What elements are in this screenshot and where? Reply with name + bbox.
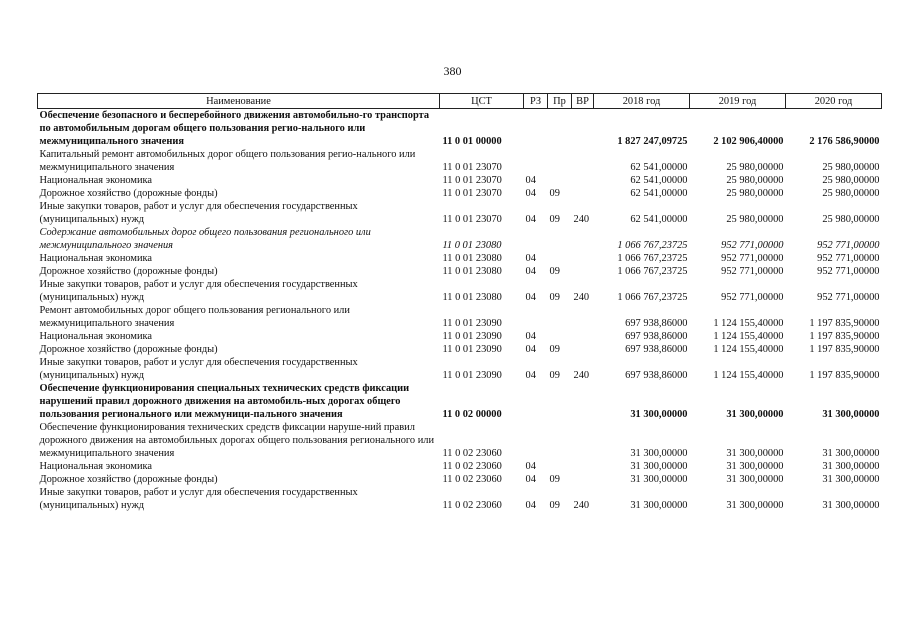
- row-rz-cell: 04: [525, 370, 536, 381]
- row-vr-cell: [572, 330, 594, 343]
- row-name-cell: Национальная экономика: [39, 331, 153, 342]
- row-2019-cell: 952 771,00000: [721, 240, 784, 251]
- row-vr-cell: [572, 174, 594, 187]
- row-pr-cell: 09: [549, 266, 560, 277]
- row-rz-cell: 04: [525, 253, 536, 264]
- row-vr-cell: 240: [573, 214, 590, 225]
- row-rz-cell: 04: [525, 214, 536, 225]
- row-vr-cell: [572, 343, 594, 356]
- table-row: [38, 382, 882, 421]
- table-row: [38, 187, 882, 200]
- row-vr-cell: [572, 187, 594, 200]
- row-vr-cell: [572, 252, 594, 265]
- row-vr-cell: [572, 226, 594, 252]
- row-name-cell: Дорожное хозяйство (дорожные фонды): [39, 344, 218, 355]
- row-2019-cell: 1 124 155,40000: [713, 318, 784, 329]
- row-name-cell: Ремонт автомобильных дорог общего пользования регионального или межмуниципального значения: [39, 305, 350, 329]
- row-2019-cell: 25 980,00000: [726, 162, 784, 173]
- row-vr-cell: [572, 460, 594, 473]
- row-csr-cell: 11 0 02 00000: [442, 409, 502, 420]
- row-2018-cell: 697 938,86000: [625, 331, 688, 342]
- row-csr-cell: 11 0 01 23090: [442, 370, 502, 381]
- row-2018-cell: 31 300,00000: [630, 474, 688, 485]
- row-rz-cell: 04: [525, 266, 536, 277]
- row-rz-cell: [524, 148, 548, 174]
- row-rz-cell: [524, 382, 548, 421]
- row-2018-cell: 62 541,00000: [630, 175, 688, 186]
- table-row: [38, 460, 882, 473]
- row-2019-cell: 31 300,00000: [726, 474, 784, 485]
- header-csr: ЦСТ: [440, 94, 524, 109]
- page-number: 380: [443, 64, 462, 78]
- table-row: [38, 265, 882, 278]
- row-name-cell: Иные закупки товаров, работ и услуг для обеспечения государственных (муниципальных) нужд: [39, 357, 358, 381]
- row-2020-cell: 25 980,00000: [822, 162, 880, 173]
- row-csr-cell: 11 0 01 00000: [442, 136, 502, 147]
- row-2018-cell: 1 066 767,23725: [617, 266, 688, 277]
- row-2018-cell: 697 938,86000: [625, 344, 688, 355]
- row-2020-cell: 25 980,00000: [822, 175, 880, 186]
- table-row: [38, 473, 882, 486]
- row-pr-cell: [548, 460, 572, 473]
- row-csr-cell: 11 0 01 23090: [442, 344, 502, 355]
- row-pr-cell: [548, 421, 572, 460]
- row-rz-cell: 04: [525, 461, 536, 472]
- row-pr-cell: [548, 148, 572, 174]
- row-2018-cell: 31 300,00000: [630, 448, 688, 459]
- row-2019-cell: 31 300,00000: [726, 409, 784, 420]
- row-name-cell: Национальная экономика: [39, 461, 153, 472]
- row-2019-cell: 2 102 906,40000: [713, 136, 784, 147]
- row-name-cell: Иные закупки товаров, работ и услуг для обеспечения государственных (муниципальных) нужд: [39, 279, 358, 303]
- header-2020: 2020 год: [786, 94, 882, 109]
- table-row: [38, 421, 882, 460]
- row-pr-cell: 09: [549, 188, 560, 199]
- row-vr-cell: [572, 421, 594, 460]
- row-csr-cell: 11 0 01 23070: [442, 188, 502, 199]
- header-rz: РЗ: [524, 94, 548, 109]
- header-row: [38, 94, 882, 109]
- row-csr-cell: 11 0 01 23080: [442, 292, 502, 303]
- row-2018-cell: 62 541,00000: [630, 214, 688, 225]
- row-pr-cell: 09: [549, 474, 560, 485]
- header-pr: Пр: [548, 94, 572, 109]
- row-csr-cell: 11 0 02 23060: [442, 461, 502, 472]
- table-row: [38, 226, 882, 252]
- row-csr-cell: 11 0 02 23060: [442, 474, 502, 485]
- row-name-cell: Национальная экономика: [39, 253, 153, 264]
- row-2020-cell: 952 771,00000: [817, 240, 880, 251]
- row-name-cell: Национальная экономика: [39, 175, 153, 186]
- row-2018-cell: 1 066 767,23725: [617, 253, 688, 264]
- row-csr-cell: 11 0 01 23080: [442, 240, 502, 251]
- table-row: [38, 356, 882, 382]
- table-row: [38, 200, 882, 226]
- row-csr-cell: 11 0 01 23070: [442, 214, 502, 225]
- row-2018-cell: 1 066 767,23725: [617, 292, 688, 303]
- row-2020-cell: 952 771,00000: [817, 292, 880, 303]
- row-pr-cell: [548, 174, 572, 187]
- row-2019-cell: 25 980,00000: [726, 175, 784, 186]
- header-vr: ВР: [572, 94, 594, 109]
- row-name-cell: Обеспечение функционирования специальных технических средств фиксации нарушений правил дорожного движения на автомобиль-ных дорогах общего пользования регионального или межмуници-пального значения: [39, 383, 410, 420]
- row-2018-cell: 31 300,00000: [630, 409, 688, 420]
- row-vr-cell: [572, 304, 594, 330]
- header-name: Наименование: [38, 94, 440, 109]
- table-row: [38, 109, 882, 149]
- row-pr-cell: [548, 109, 572, 149]
- table-row: [38, 486, 882, 512]
- row-rz-cell: [524, 421, 548, 460]
- row-csr-cell: 11 0 01 23070: [442, 162, 502, 173]
- row-pr-cell: 09: [549, 370, 560, 381]
- row-name-cell: Содержание автомобильных дорог общего пользования регионального или межмуниципального значения: [39, 227, 371, 251]
- row-rz-cell: 04: [525, 500, 536, 511]
- row-2020-cell: 25 980,00000: [822, 214, 880, 225]
- row-2018-cell: 1 827 247,09725: [617, 136, 688, 147]
- row-csr-cell: 11 0 02 23060: [442, 500, 502, 511]
- row-rz-cell: 04: [525, 344, 536, 355]
- row-rz-cell: [524, 304, 548, 330]
- row-csr-cell: 11 0 02 23060: [442, 448, 502, 459]
- row-name-cell: Капитальный ремонт автомобильных дорог общего пользования регио-нального или межмуниципального значения: [39, 149, 416, 173]
- row-2019-cell: 25 980,00000: [726, 214, 784, 225]
- row-2019-cell: 952 771,00000: [721, 266, 784, 277]
- table-row: [38, 304, 882, 330]
- table-row: [38, 330, 882, 343]
- row-rz-cell: 04: [525, 474, 536, 485]
- table-body: [38, 109, 882, 513]
- row-2020-cell: 2 176 586,90000: [809, 136, 880, 147]
- header-2018: 2018 год: [594, 94, 690, 109]
- row-2019-cell: 1 124 155,40000: [713, 370, 784, 381]
- row-2020-cell: 31 300,00000: [822, 461, 880, 472]
- row-name-cell: Иные закупки товаров, работ и услуг для обеспечения государственных (муниципальных) нужд: [39, 201, 358, 225]
- row-pr-cell: 09: [549, 214, 560, 225]
- row-pr-cell: [548, 382, 572, 421]
- row-pr-cell: [548, 330, 572, 343]
- row-pr-cell: 09: [549, 500, 560, 511]
- row-2020-cell: 1 197 835,90000: [809, 331, 880, 342]
- row-rz-cell: 04: [525, 331, 536, 342]
- row-vr-cell: [572, 382, 594, 421]
- row-2019-cell: 31 300,00000: [726, 500, 784, 511]
- row-name-cell: Обеспечение функционирования технических средств фиксации наруше-ний правил дорожного движения на автомобильных дорогах общего пользования регионального или межмуниципального значения: [39, 422, 435, 459]
- row-2018-cell: 697 938,86000: [625, 318, 688, 329]
- row-2019-cell: 1 124 155,40000: [713, 344, 784, 355]
- row-2020-cell: 31 300,00000: [822, 448, 880, 459]
- row-2020-cell: 1 197 835,90000: [809, 318, 880, 329]
- row-csr-cell: 11 0 01 23070: [442, 175, 502, 186]
- row-vr-cell: [572, 265, 594, 278]
- row-name-cell: Дорожное хозяйство (дорожные фонды): [39, 266, 218, 277]
- row-rz-cell: [524, 109, 548, 149]
- row-2019-cell: 31 300,00000: [726, 461, 784, 472]
- row-vr-cell: [572, 109, 594, 149]
- row-rz-cell: [524, 226, 548, 252]
- row-csr-cell: 11 0 01 23080: [442, 266, 502, 277]
- row-2018-cell: 31 300,00000: [630, 500, 688, 511]
- row-csr-cell: 11 0 01 23090: [442, 318, 502, 329]
- table-row: [38, 278, 882, 304]
- table-row: [38, 343, 882, 356]
- row-name-cell: Обеспечение безопасного и бесперебойного движения автомобильно-го транспорта по автомобильным дорогам общего пользования регио-нального или межмуниципального значения: [39, 110, 430, 147]
- row-2020-cell: 952 771,00000: [817, 253, 880, 264]
- row-2019-cell: 31 300,00000: [726, 448, 784, 459]
- row-2018-cell: 62 541,00000: [630, 188, 688, 199]
- row-rz-cell: 04: [525, 175, 536, 186]
- row-2019-cell: 952 771,00000: [721, 292, 784, 303]
- row-vr-cell: 240: [573, 370, 590, 381]
- row-vr-cell: 240: [573, 500, 590, 511]
- row-2020-cell: 952 771,00000: [817, 266, 880, 277]
- row-2020-cell: 31 300,00000: [822, 409, 880, 420]
- row-2018-cell: 31 300,00000: [630, 461, 688, 472]
- row-pr-cell: [548, 252, 572, 265]
- row-pr-cell: 09: [549, 292, 560, 303]
- table-row: [38, 148, 882, 174]
- table-row: [38, 252, 882, 265]
- header-2019: 2019 год: [690, 94, 786, 109]
- row-csr-cell: 11 0 01 23080: [442, 253, 502, 264]
- row-2020-cell: 31 300,00000: [822, 474, 880, 485]
- row-2019-cell: 25 980,00000: [726, 188, 784, 199]
- table-row: [38, 174, 882, 187]
- row-2018-cell: 62 541,00000: [630, 162, 688, 173]
- row-csr-cell: 11 0 01 23090: [442, 331, 502, 342]
- row-2020-cell: 31 300,00000: [822, 500, 880, 511]
- row-2020-cell: 1 197 835,90000: [809, 344, 880, 355]
- row-pr-cell: [548, 304, 572, 330]
- row-rz-cell: 04: [525, 188, 536, 199]
- row-vr-cell: 240: [573, 292, 590, 303]
- row-name-cell: Дорожное хозяйство (дорожные фонды): [39, 188, 218, 199]
- row-vr-cell: [572, 148, 594, 174]
- row-pr-cell: 09: [549, 344, 560, 355]
- row-pr-cell: [548, 226, 572, 252]
- row-2019-cell: 1 124 155,40000: [713, 331, 784, 342]
- row-2020-cell: 1 197 835,90000: [809, 370, 880, 381]
- row-2018-cell: 697 938,86000: [625, 370, 688, 381]
- row-2018-cell: 1 066 767,23725: [617, 240, 688, 251]
- row-name-cell: Иные закупки товаров, работ и услуг для обеспечения государственных (муниципальных) нужд: [39, 487, 358, 511]
- budget-table: [37, 93, 882, 512]
- row-vr-cell: [572, 473, 594, 486]
- row-2019-cell: 952 771,00000: [721, 253, 784, 264]
- row-rz-cell: 04: [525, 292, 536, 303]
- row-2020-cell: 25 980,00000: [822, 188, 880, 199]
- row-name-cell: Дорожное хозяйство (дорожные фонды): [39, 474, 218, 485]
